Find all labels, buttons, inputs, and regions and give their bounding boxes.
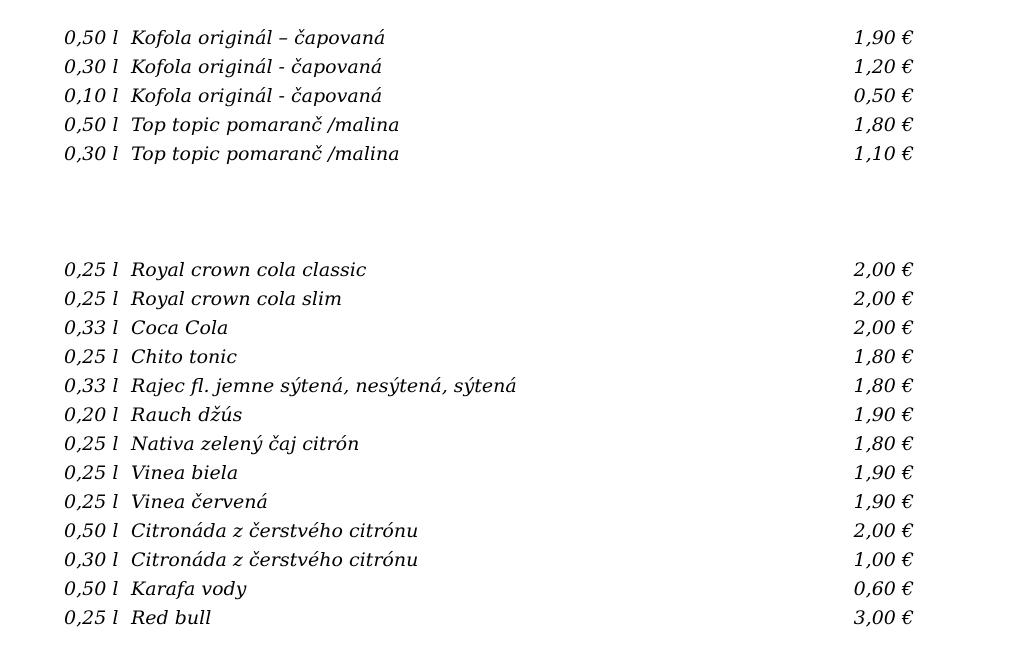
item-volume: 0,20 l [64,404,119,426]
item-name: Kofola originál – čapovaná [131,27,386,49]
item-volume: 0,50 l [64,578,119,600]
item-name: Coca Cola [131,317,229,339]
item-price: 1,80 € [853,114,914,136]
item-price: 2,00 € [853,520,914,542]
item-name: Kofola originál - čapovaná [131,56,383,78]
item-volume: 0,25 l [64,433,119,455]
item-volume: 0,25 l [64,259,119,281]
item-volume: 0,50 l [64,27,119,49]
menu-row [0,53,1024,82]
item-name: Top topic pomaranč /malina [131,114,400,136]
item-price: 1,80 € [853,433,914,455]
item-volume: 0,25 l [64,607,119,629]
item-volume: 0,30 l [64,549,119,571]
item-name: Nativa zelený čaj citrón [131,433,360,455]
menu-row [0,314,1024,343]
item-price: 1,90 € [853,27,914,49]
menu-row [0,604,1024,633]
item-name: Red bull [131,607,212,629]
item-price: 1,80 € [853,375,914,397]
item-name: Rajec fl. jemne sýtená, nesýtená, sýtená [131,375,517,397]
item-volume: 0,33 l [64,375,119,397]
menu-row [0,343,1024,372]
item-name: Citronáda z čerstvého citrónu [131,549,419,571]
item-price: 2,00 € [853,317,914,339]
item-name: Chito tonic [131,346,237,368]
menu-row [0,575,1024,604]
item-price: 1,80 € [853,346,914,368]
item-volume: 0,30 l [64,56,119,78]
item-price: 1,00 € [853,549,914,571]
item-name: Citronáda z čerstvého citrónu [131,520,419,542]
item-price: 0,50 € [853,85,914,107]
item-name: Royal crown cola slim [131,288,343,310]
item-price: 1,10 € [853,143,914,165]
item-volume: 0,25 l [64,288,119,310]
item-price: 3,00 € [853,607,914,629]
item-price: 1,20 € [853,56,914,78]
menu-row [0,140,1024,169]
menu-row [0,546,1024,575]
item-price: 1,90 € [853,462,914,484]
menu-row [0,24,1024,53]
item-volume: 0,30 l [64,143,119,165]
menu-row [0,517,1024,546]
item-price: 2,00 € [853,288,914,310]
menu-row [0,82,1024,111]
menu-row [0,488,1024,517]
item-volume: 0,50 l [64,520,119,542]
item-price: 2,00 € [853,259,914,281]
item-name: Vinea biela [131,462,239,484]
menu-row [0,111,1024,140]
menu-row [0,430,1024,459]
item-name: Royal crown cola classic [131,259,367,281]
item-price: 1,90 € [853,491,914,513]
item-price: 0,60 € [853,578,914,600]
item-price: 1,90 € [853,404,914,426]
item-volume: 0,25 l [64,491,119,513]
item-volume: 0,25 l [64,462,119,484]
menu-row [0,401,1024,430]
item-volume: 0,10 l [64,85,119,107]
menu-row [0,256,1024,285]
menu-row [0,372,1024,401]
menu-row [0,285,1024,314]
menu-section-draft-drinks [0,24,1024,169]
item-name: Rauch džús [131,404,243,426]
item-name: Kofola originál - čapovaná [131,85,383,107]
menu-section-soft-drinks [0,256,1024,633]
item-name: Karafa vody [131,578,247,600]
item-volume: 0,25 l [64,346,119,368]
menu-row [0,459,1024,488]
item-volume: 0,33 l [64,317,119,339]
item-name: Top topic pomaranč /malina [131,143,400,165]
item-volume: 0,50 l [64,114,119,136]
item-name: Vinea červená [131,491,268,513]
